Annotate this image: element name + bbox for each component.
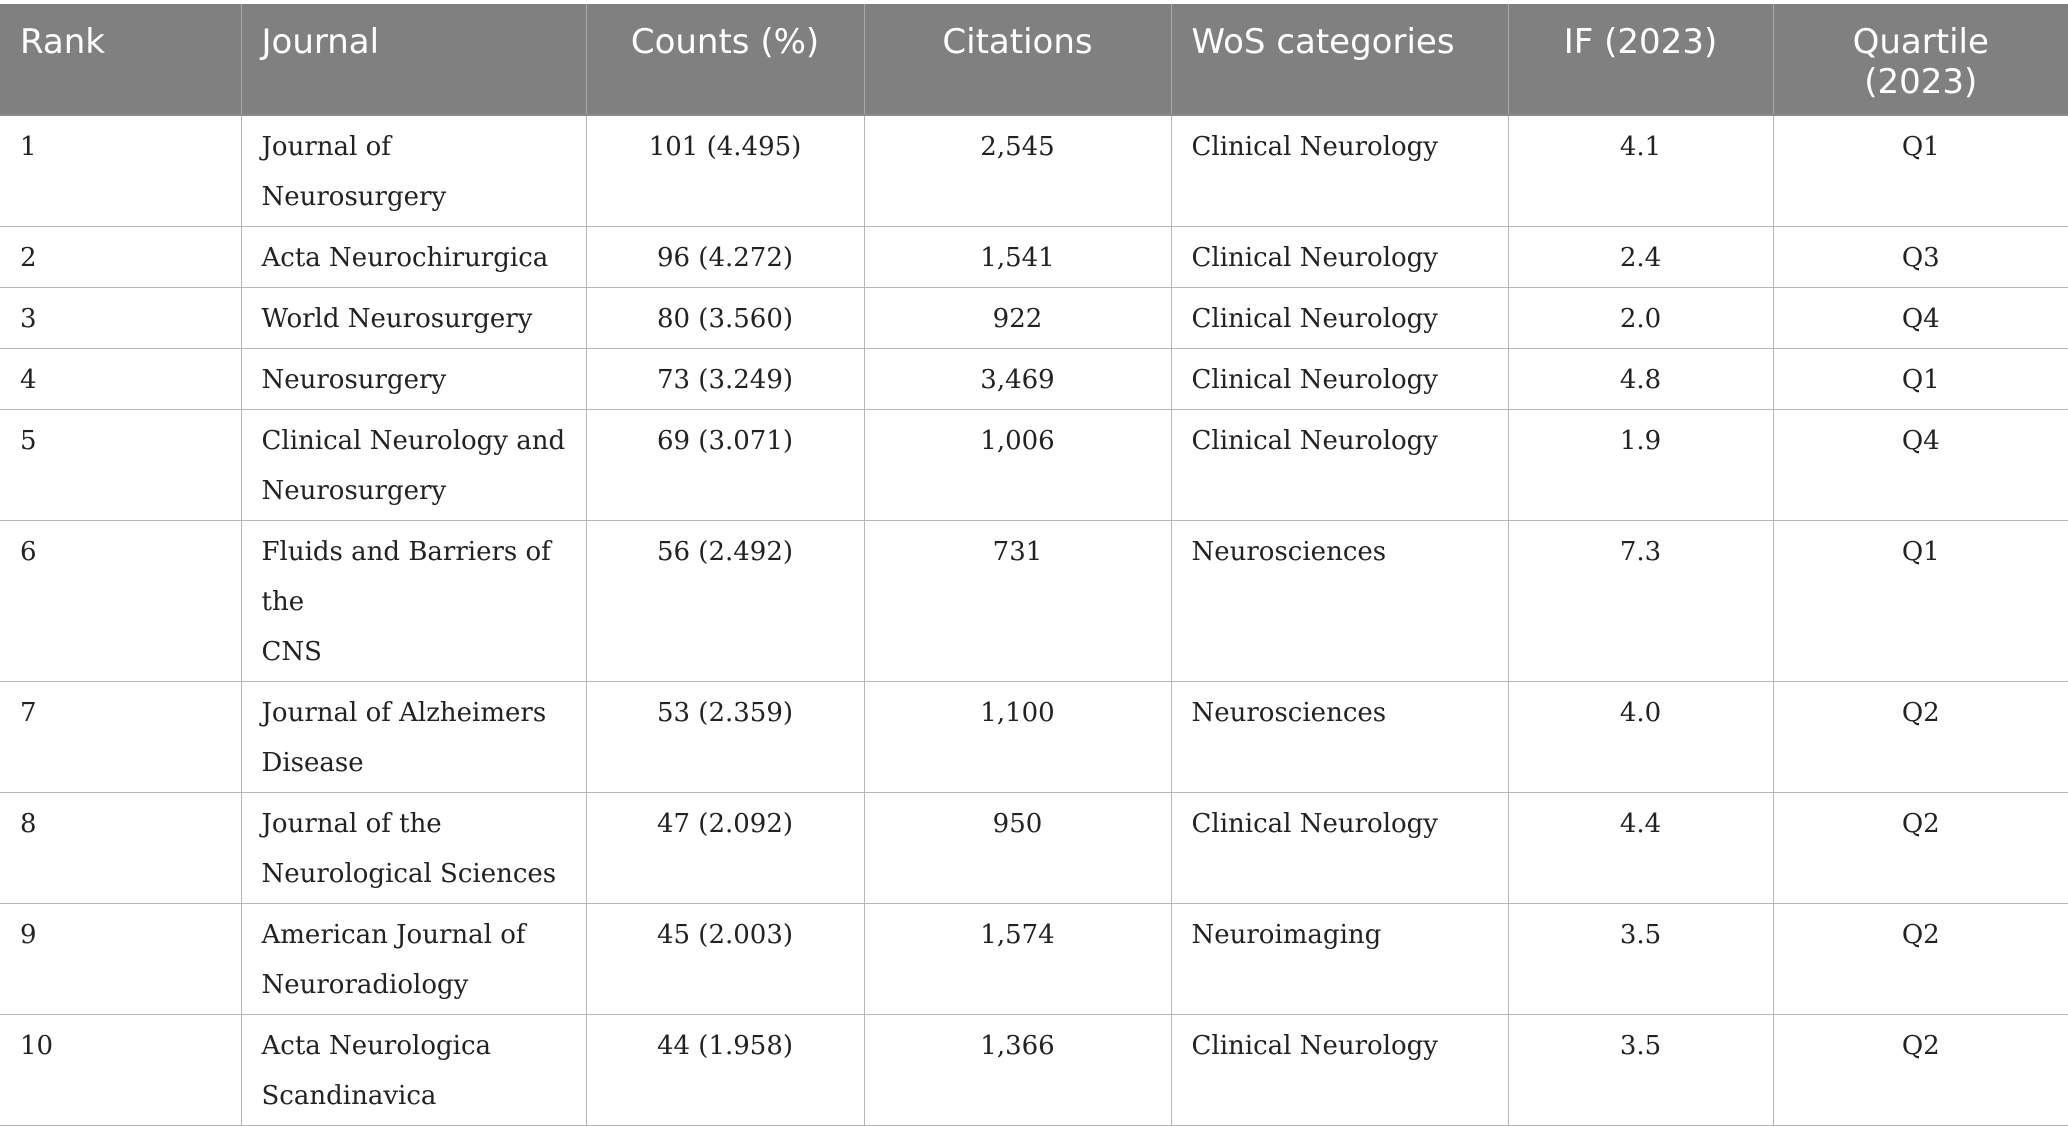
cell-wos-category: Neurosciences [1171, 521, 1508, 682]
header-quartile-line2: (2023) [1864, 62, 1978, 102]
cell-quartile: Q2 [1773, 793, 2068, 904]
cell-citations: 950 [864, 793, 1171, 904]
cell-citations: 1,541 [864, 227, 1171, 288]
header-quartile [1773, 4, 2068, 115]
table-row [0, 1015, 2068, 1126]
cell-citations: 3,469 [864, 349, 1171, 410]
cell-rank: 2 [0, 227, 241, 288]
cell-counts: 56 (2.492) [586, 521, 864, 682]
cell-quartile: Q3 [1773, 227, 2068, 288]
cell-quartile: Q4 [1773, 410, 2068, 521]
header-row [0, 4, 2068, 115]
cell-quartile: Q1 [1773, 521, 2068, 682]
cell-impact-factor: 3.5 [1508, 904, 1773, 1015]
cell-citations: 1,006 [864, 410, 1171, 521]
cell-rank: 6 [0, 521, 241, 682]
journal-name-line1: Neurosurgery [261, 365, 447, 395]
journal-name-line2: Neuroradiology [261, 970, 469, 1000]
cell-wos-category: Clinical Neurology [1171, 227, 1508, 288]
table-row [0, 904, 2068, 1015]
cell-impact-factor: 4.1 [1508, 115, 1773, 227]
cell-wos-category: Clinical Neurology [1171, 793, 1508, 904]
cell-impact-factor: 7.3 [1508, 521, 1773, 682]
journal-name-line2: Disease [261, 748, 364, 778]
cell-impact-factor: 1.9 [1508, 410, 1773, 521]
table-row [0, 682, 2068, 793]
cell-rank: 1 [0, 115, 241, 227]
journal-name-line1: World Neurosurgery [261, 304, 533, 334]
cell-citations: 1,366 [864, 1015, 1171, 1126]
header-rank: Rank [0, 4, 241, 115]
header-journal: Journal [241, 4, 586, 115]
table-row [0, 288, 2068, 349]
cell-counts: 96 (4.272) [586, 227, 864, 288]
cell-quartile: Q1 [1773, 115, 2068, 227]
cell-counts: 69 (3.071) [586, 410, 864, 521]
journal-name-line1: Fluids and Barriers of the [261, 537, 551, 617]
cell-wos-category: Clinical Neurology [1171, 115, 1508, 227]
cell-wos-category: Neuroimaging [1171, 904, 1508, 1015]
journal-name-line1: Clinical Neurology and [261, 426, 566, 456]
cell-journal [241, 1015, 586, 1126]
cell-impact-factor: 4.8 [1508, 349, 1773, 410]
cell-quartile: Q2 [1773, 904, 2068, 1015]
cell-journal [241, 115, 586, 227]
cell-wos-category: Neurosciences [1171, 682, 1508, 793]
cell-quartile: Q1 [1773, 349, 2068, 410]
table-row [0, 793, 2068, 904]
journal-name-line1: Journal of the [261, 809, 442, 839]
cell-quartile: Q2 [1773, 682, 2068, 793]
journals-table [0, 4, 2068, 1126]
journal-name-line2: CNS [261, 637, 322, 667]
cell-journal [241, 904, 586, 1015]
cell-rank: 10 [0, 1015, 241, 1126]
cell-rank: 7 [0, 682, 241, 793]
journal-name-line1: Acta Neurologica [261, 1031, 492, 1061]
cell-counts: 53 (2.359) [586, 682, 864, 793]
journal-name-line2: Neurological Sciences [261, 859, 557, 889]
table-row [0, 115, 2068, 227]
journal-name-line1: Acta Neurochirurgica [261, 243, 549, 273]
cell-journal [241, 349, 586, 410]
cell-impact-factor: 2.4 [1508, 227, 1773, 288]
cell-journal [241, 793, 586, 904]
cell-journal [241, 227, 586, 288]
table-row [0, 410, 2068, 521]
cell-counts: 45 (2.003) [586, 904, 864, 1015]
cell-journal [241, 410, 586, 521]
cell-quartile: Q2 [1773, 1015, 2068, 1126]
cell-wos-category: Clinical Neurology [1171, 410, 1508, 521]
cell-impact-factor: 4.4 [1508, 793, 1773, 904]
header-wos-categories: WoS categories [1171, 4, 1508, 115]
cell-impact-factor: 4.0 [1508, 682, 1773, 793]
cell-counts: 80 (3.560) [586, 288, 864, 349]
cell-citations: 922 [864, 288, 1171, 349]
cell-counts: 44 (1.958) [586, 1015, 864, 1126]
cell-impact-factor: 3.5 [1508, 1015, 1773, 1126]
cell-citations: 731 [864, 521, 1171, 682]
header-counts: Counts (%) [586, 4, 864, 115]
table-body [0, 115, 2068, 1126]
header-quartile-line1: Quartile [1852, 22, 1989, 62]
journal-name-line2: Neurosurgery [261, 476, 447, 506]
cell-counts: 47 (2.092) [586, 793, 864, 904]
journal-name-line1: Journal of Neurosurgery [261, 132, 447, 212]
journal-name-line2: Scandinavica [261, 1081, 437, 1111]
cell-citations: 1,574 [864, 904, 1171, 1015]
cell-journal [241, 521, 586, 682]
cell-wos-category: Clinical Neurology [1171, 288, 1508, 349]
cell-wos-category: Clinical Neurology [1171, 349, 1508, 410]
cell-rank: 8 [0, 793, 241, 904]
cell-rank: 9 [0, 904, 241, 1015]
cell-rank: 4 [0, 349, 241, 410]
table-row [0, 227, 2068, 288]
cell-counts: 73 (3.249) [586, 349, 864, 410]
table-header [0, 4, 2068, 115]
cell-citations: 1,100 [864, 682, 1171, 793]
cell-citations: 2,545 [864, 115, 1171, 227]
cell-counts: 101 (4.495) [586, 115, 864, 227]
cell-quartile: Q4 [1773, 288, 2068, 349]
cell-journal [241, 288, 586, 349]
header-citations: Citations [864, 4, 1171, 115]
journal-name-line1: American Journal of [261, 920, 526, 950]
table-row [0, 349, 2068, 410]
cell-journal [241, 682, 586, 793]
cell-wos-category: Clinical Neurology [1171, 1015, 1508, 1126]
cell-rank: 3 [0, 288, 241, 349]
cell-rank: 5 [0, 410, 241, 521]
header-impact-factor: IF (2023) [1508, 4, 1773, 115]
table-row [0, 521, 2068, 682]
cell-impact-factor: 2.0 [1508, 288, 1773, 349]
journal-name-line1: Journal of Alzheimers [261, 698, 547, 728]
